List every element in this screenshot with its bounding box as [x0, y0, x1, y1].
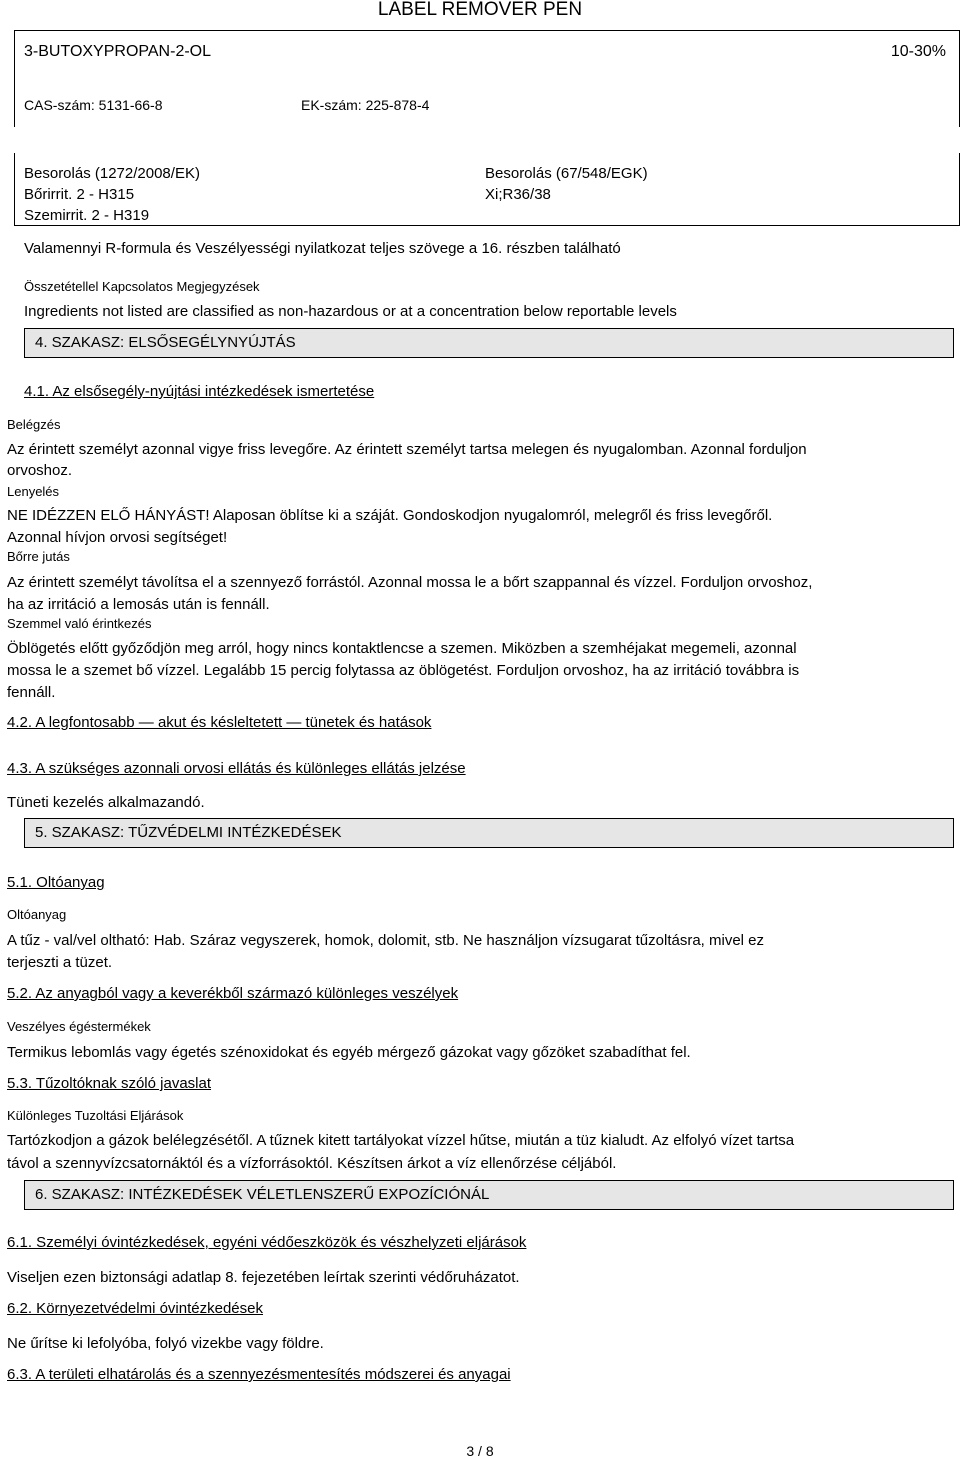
- substance-concentration: 10-30%: [890, 43, 946, 60]
- firefighting-procedures-title: Különleges Tuzoltási Eljárások: [7, 1108, 184, 1123]
- skin-contact-text-line: ha az irritáció a lemosás után is fennáll.: [7, 596, 270, 613]
- heading-5-2: 5.2. Az anyagból vagy a keverékből származó különleges veszélyek: [7, 985, 459, 1002]
- heading-6-2-text: Ne űrítse ki lefolyóba, folyó vizekbe vagy földre.: [7, 1335, 324, 1352]
- ingestion-text-line: NE IDÉZZEN ELŐ HÁNYÁST! Alaposan öblítse ki a száját. Gondoskodjon nyugalomról, melegről és friss levegőről.: [7, 507, 773, 524]
- page-number: 3 / 8: [466, 1443, 494, 1459]
- heading-5-1: 5.1. Oltóanyag: [7, 874, 105, 891]
- ek-number: EK-szám: 225-878-4: [301, 97, 430, 113]
- firefighting-procedures-text-line: távol a szennyvízcsatornáktól és a vízforrásoktól. Készítsen árkot a víz ellenőrzése céljából.: [7, 1155, 617, 1172]
- eye-contact-text-line: mossa le a szemet bő vízzel. Legalább 15 percig folytassa az öblögetést. Forduljon orvoshoz, ha az irritáció továbbra is: [7, 662, 800, 679]
- section-4-bar: 4. SZAKASZ: ELSŐSEGÉLYNYÚJTÁS: [24, 328, 954, 358]
- section-5-bar: 5. SZAKASZ: TŰZVÉDELMI INTÉZKEDÉSEK: [24, 818, 954, 848]
- extinguishing-media-title: Oltóanyag: [7, 907, 67, 922]
- heading-4-2: 4.2. A legfontosabb — akut és késleltetett — tünetek és hatások: [7, 714, 432, 731]
- r-phrases-note: Valamennyi R-formula és Veszélyességi nyilatkozat teljes szövege a 16. részben található: [24, 240, 621, 257]
- extinguishing-media-text-line: A tűz - val/vel oltható: Hab. Száraz vegyszerek, homok, dolomit, stb. Ne használjon vízsugarat tűzoltásra, mivel ez: [7, 932, 765, 949]
- cas-number: CAS-szám: 5131-66-8: [24, 97, 163, 113]
- ingestion-title: Lenyelés: [7, 484, 60, 499]
- classification-1272-line: Bőrirrit. 2 - H315: [24, 186, 135, 203]
- eye-contact-text-line: Öblögetés előtt győződjön meg arról, hogy nincs kontaktlencse a szemen. Miközben a szemhéjakat megemeli, azonnal: [7, 640, 797, 657]
- ingestion-text-line: Azonnal hívjon orvosi segítséget!: [7, 529, 228, 546]
- substance-name: 3-BUTOXYPROPAN-2-OL: [24, 43, 212, 60]
- skin-contact-text-line: Az érintett személyt távolítsa el a szennyező forrástól. Azonnal mossa le a bőrt szappannal és vízzel. Forduljon orvoshoz,: [7, 574, 813, 591]
- composition-notes-text: Ingredients not listed are classified as non-hazardous or at a concentration below reportable levels: [24, 303, 677, 320]
- classification-67-title: Besorolás (67/548/EGK): [485, 165, 648, 182]
- hazardous-combustion-text: Termikus lebomlás vagy égetés szénoxidokat és egyéb mérgező gázokat vagy gőzöket szabadíthat fel.: [7, 1044, 691, 1061]
- firefighting-procedures-text-line: Tartózkodjon a gázok belélegzésétől. A tűznek kitett tartályokat vízzel hűtse, miután a tüz kialudt. Az elfolyó vízet tartsa: [7, 1132, 795, 1149]
- inhalation-text-line: orvoshoz.: [7, 462, 73, 479]
- heading-6-1: 6.1. Személyi óvintézkedések, egyéni védőeszközök és vészhelyzeti eljárások: [7, 1234, 527, 1251]
- section-6-bar: 6. SZAKASZ: INTÉZKEDÉSEK VÉLETLENSZERŰ EXPOZÍCIÓNÁL: [24, 1180, 954, 1210]
- heading-6-3: 6.3. A területi elhatárolás és a szennyezésmentesítés módszerei és anyagai: [7, 1366, 511, 1383]
- heading-4-1: 4.1. Az elsősegély-nyújtási intézkedések ismertetése: [24, 383, 375, 400]
- composition-notes-title: Összetétellel Kapcsolatos Megjegyzések: [24, 279, 260, 294]
- document-title: LABEL REMOVER PEN: [377, 0, 583, 20]
- heading-6-1-text: Viseljen ezen biztonsági adatlap 8. fejezetében leírtak szerinti védőruházatot.: [7, 1269, 520, 1286]
- heading-5-3: 5.3. Tűzoltóknak szóló javaslat: [7, 1075, 212, 1092]
- heading-6-2: 6.2. Környezetvédelmi óvintézkedések: [7, 1300, 263, 1317]
- classification-67-line: Xi;R36/38: [485, 186, 551, 203]
- heading-4-3-text: Tüneti kezelés alkalmazandó.: [7, 794, 205, 811]
- heading-4-3: 4.3. A szükséges azonnali orvosi ellátás és különleges ellátás jelzése: [7, 760, 466, 777]
- classification-1272-title: Besorolás (1272/2008/EK): [24, 165, 200, 182]
- inhalation-title: Belégzés: [7, 417, 61, 432]
- extinguishing-media-text-line: terjeszti a tüzet.: [7, 954, 113, 971]
- skin-contact-title: Bőrre jutás: [7, 549, 70, 564]
- eye-contact-text-line: fennáll.: [7, 684, 56, 701]
- eye-contact-title: Szemmel való érintkezés: [7, 616, 152, 631]
- hazardous-combustion-title: Veszélyes égéstermékek: [7, 1019, 151, 1034]
- classification-1272-line: Szemirrit. 2 - H319: [24, 207, 150, 224]
- inhalation-text-line: Az érintett személyt azonnal vigye friss levegőre. Az érintett személyt tartsa melegen és nyugalomban. Azonnal forduljon: [7, 441, 807, 458]
